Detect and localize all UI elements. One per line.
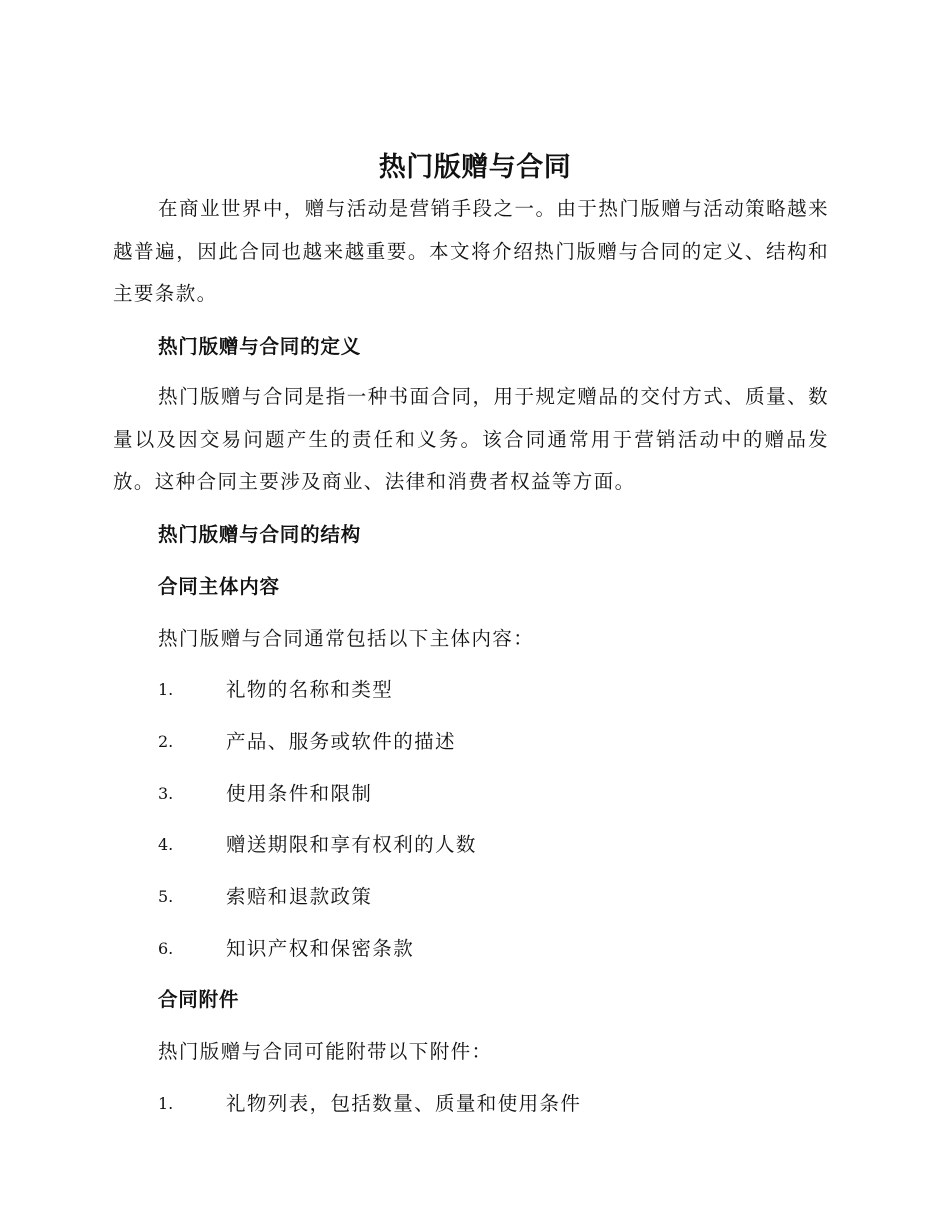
list-item-text: 知识产权和保密条款 [226,937,415,960]
list-item-number: 3. [158,784,174,803]
list-item-text: 礼物的名称和类型 [226,678,394,701]
list-item-text: 礼物列表，包括数量、质量和使用条件 [226,1092,582,1115]
intro-paragraph: 在商业世界中，赠与活动是营销手段之一。由于热门版赠与活动策略越来越普遍，因此合同也越来越重要。本文将介绍热门版赠与合同的定义、结构和主要条款。 [113,197,829,305]
list-item [158,727,858,757]
list-item-number: 4. [158,835,174,854]
list-item-text: 赠送期限和享有权利的人数 [226,833,477,856]
list-item-number: 2. [158,732,174,751]
list-item [158,882,858,912]
definition-paragraph: 热门版赠与合同是指一种书面合同，用于规定赠品的交付方式、质量、数量以及因交易问题产生的责任和义务。该合同通常用于营销活动中的赠品发放。这种合同主要涉及商业、法律和消费者权益等方面。 [113,385,829,493]
list-item-number: 6. [158,939,174,958]
list-item-number: 5. [158,887,174,906]
main-content-heading: 合同主体内容 [158,575,280,598]
list-item [158,1089,858,1119]
list-item-text: 索赔和退款政策 [226,885,373,908]
list-item [158,675,858,705]
document-title: 热门版赠与合同 [378,152,572,183]
main-content-lead: 热门版赠与合同通常包括以下主体内容： [158,627,535,650]
list-item [158,779,858,809]
structure-heading: 热门版赠与合同的结构 [158,523,362,546]
list-item [158,934,858,964]
list-item-text: 产品、服务或软件的描述 [226,730,456,753]
list-item-number: 1. [158,680,174,699]
list-item-text: 使用条件和限制 [226,782,373,805]
definition-heading: 热门版赠与合同的定义 [158,335,362,358]
list-item-number: 1. [158,1094,174,1113]
attachments-lead: 热门版赠与合同可能附带以下附件： [158,1040,493,1063]
list-item [158,830,858,860]
attachments-heading: 合同附件 [158,988,240,1011]
